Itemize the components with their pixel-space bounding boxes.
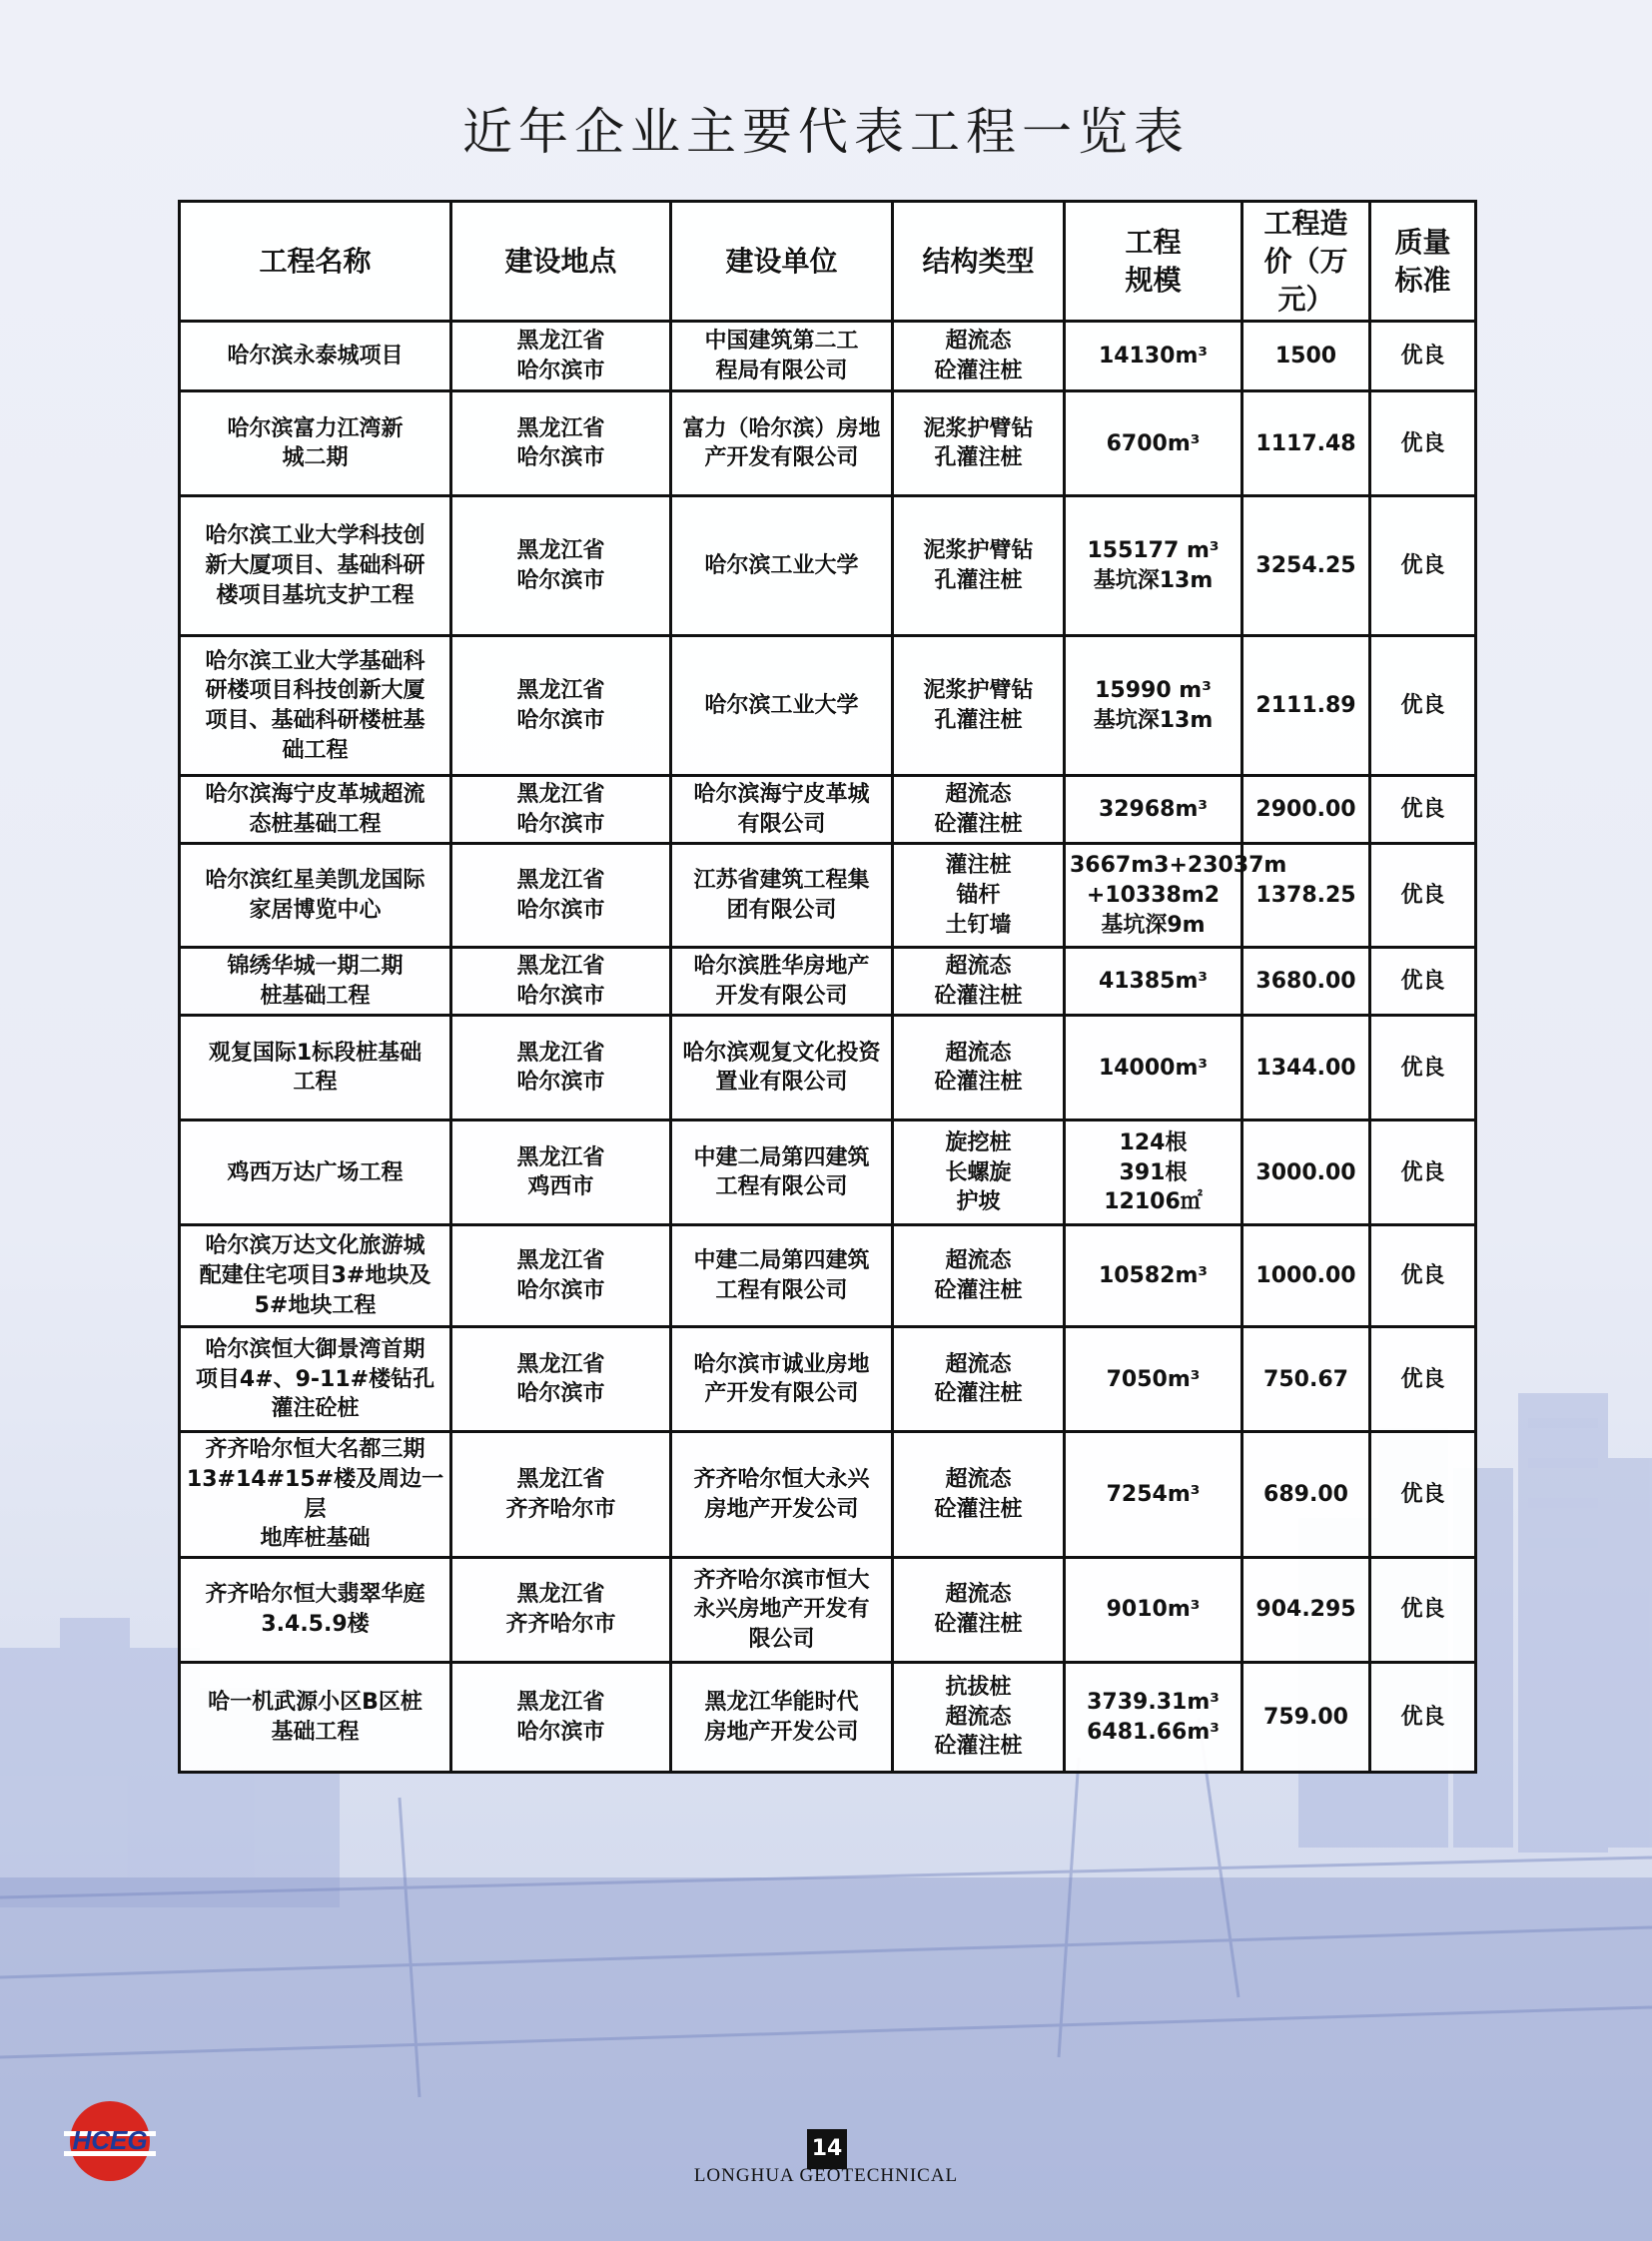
location-cell: 黑龙江省 哈尔滨市 (451, 1016, 671, 1120)
quality-cell: 优良 (1370, 496, 1476, 636)
location-cell: 黑龙江省 哈尔滨市 (451, 636, 671, 776)
page-number: 14 (807, 2129, 847, 2169)
quality-cell: 优良 (1370, 948, 1476, 1016)
structure-type-cell: 泥浆护臂钻 孔灌注桩 (893, 636, 1065, 776)
column-header: 工程名称 (180, 202, 451, 322)
client-cell: 齐齐哈尔恒大永兴 房地产开发公司 (671, 1432, 893, 1558)
structure-type-cell: 泥浆护臂钻 孔灌注桩 (893, 496, 1065, 636)
client-cell: 哈尔滨胜华房地产 开发有限公司 (671, 948, 893, 1016)
location-cell: 黑龙江省 齐齐哈尔市 (451, 1558, 671, 1663)
scale-cell: 6700m³ (1065, 391, 1242, 496)
scale-cell: 3739.31m³ 6481.66m³ (1065, 1663, 1242, 1773)
project-name-cell: 哈尔滨万达文化旅游城 配建住宅项目3#地块及 5#地块工程 (180, 1225, 451, 1327)
table-row (180, 1327, 1476, 1432)
column-header: 建设地点 (451, 202, 671, 322)
scale-cell: 10582m³ (1065, 1225, 1242, 1327)
cost-cell: 1000.00 (1242, 1225, 1370, 1327)
quality-cell: 优良 (1370, 1016, 1476, 1120)
quality-cell: 优良 (1370, 1558, 1476, 1663)
project-name-cell: 哈尔滨工业大学科技创 新大厦项目、基础科研 楼项目基坑支护工程 (180, 496, 451, 636)
cost-cell: 1117.48 (1242, 391, 1370, 496)
structure-type-cell: 超流态 砼灌注桩 (893, 1327, 1065, 1432)
quality-cell: 优良 (1370, 1225, 1476, 1327)
table-row (180, 1225, 1476, 1327)
cost-cell: 1344.00 (1242, 1016, 1370, 1120)
cost-cell: 1500 (1242, 322, 1370, 391)
scale-cell: 3667m3+23037m +10338m2 基坑深9m (1065, 844, 1242, 948)
client-cell: 江苏省建筑工程集 团有限公司 (671, 844, 893, 948)
footer-brand-text: LONGHUA GEOTECHNICAL (693, 2165, 959, 2186)
quality-cell: 优良 (1370, 1327, 1476, 1432)
cost-cell: 2111.89 (1242, 636, 1370, 776)
client-cell: 中建二局第四建筑 工程有限公司 (671, 1225, 893, 1327)
project-name-cell: 观复国际1标段桩基础 工程 (180, 1016, 451, 1120)
table-header-row (180, 202, 1476, 322)
project-name-cell: 齐齐哈尔恒大翡翠华庭 3.4.5.9楼 (180, 1558, 451, 1663)
quality-cell: 优良 (1370, 1663, 1476, 1773)
quality-cell: 优良 (1370, 776, 1476, 844)
logo-text: HCEG (72, 2125, 148, 2155)
table-row (180, 1016, 1476, 1120)
table-row (180, 1558, 1476, 1663)
table-row (180, 391, 1476, 496)
location-cell: 黑龙江省 哈尔滨市 (451, 776, 671, 844)
table-row (180, 1432, 1476, 1558)
scale-cell: 14130m³ (1065, 322, 1242, 391)
scale-cell: 15990 m³ 基坑深13m (1065, 636, 1242, 776)
quality-cell: 优良 (1370, 636, 1476, 776)
column-header: 质量 标准 (1370, 202, 1476, 322)
cost-cell: 3000.00 (1242, 1120, 1370, 1225)
table-row (180, 948, 1476, 1016)
client-cell: 中建二局第四建筑 工程有限公司 (671, 1120, 893, 1225)
client-cell: 黑龙江华能时代 房地产开发公司 (671, 1663, 893, 1773)
table-body (180, 322, 1476, 1773)
quality-cell: 优良 (1370, 1432, 1476, 1558)
table-row (180, 496, 1476, 636)
client-cell: 齐齐哈尔滨市恒大 永兴房地产开发有 限公司 (671, 1558, 893, 1663)
project-name-cell: 哈尔滨恒大御景湾首期 项目4#、9-11#楼钻孔 灌注砼桩 (180, 1327, 451, 1432)
scale-cell: 155177 m³ 基坑深13m (1065, 496, 1242, 636)
table-row (180, 636, 1476, 776)
column-header: 建设单位 (671, 202, 893, 322)
scale-cell: 9010m³ (1065, 1558, 1242, 1663)
structure-type-cell: 超流态 砼灌注桩 (893, 948, 1065, 1016)
location-cell: 黑龙江省 哈尔滨市 (451, 1225, 671, 1327)
client-cell: 哈尔滨海宁皮革城 有限公司 (671, 776, 893, 844)
structure-type-cell: 超流态 砼灌注桩 (893, 1225, 1065, 1327)
column-header: 结构类型 (893, 202, 1065, 322)
structure-type-cell: 超流态 砼灌注桩 (893, 1016, 1065, 1120)
structure-type-cell: 超流态 砼灌注桩 (893, 1558, 1065, 1663)
project-name-cell: 哈尔滨富力江湾新 城二期 (180, 391, 451, 496)
page-title: 近年企业主要代表工程一览表 (462, 103, 1190, 161)
project-name-cell: 哈尔滨永泰城项目 (180, 322, 451, 391)
location-cell: 黑龙江省 哈尔滨市 (451, 322, 671, 391)
table-row (180, 844, 1476, 948)
project-name-cell: 鸡西万达广场工程 (180, 1120, 451, 1225)
table-row (180, 1120, 1476, 1225)
structure-type-cell: 超流态 砼灌注桩 (893, 322, 1065, 391)
cost-cell: 759.00 (1242, 1663, 1370, 1773)
cost-cell: 750.67 (1242, 1327, 1370, 1432)
location-cell: 黑龙江省 鸡西市 (451, 1120, 671, 1225)
projects-table (178, 200, 1477, 1774)
cost-cell: 1378.25 (1242, 844, 1370, 948)
client-cell: 哈尔滨工业大学 (671, 496, 893, 636)
quality-cell: 优良 (1370, 844, 1476, 948)
scale-cell: 7254m³ (1065, 1432, 1242, 1558)
client-cell: 哈尔滨市诚业房地 产开发有限公司 (671, 1327, 893, 1432)
column-header: 工程造 价（万元） (1242, 202, 1370, 322)
cost-cell: 904.295 (1242, 1558, 1370, 1663)
column-header: 工程 规模 (1065, 202, 1242, 322)
location-cell: 黑龙江省 哈尔滨市 (451, 391, 671, 496)
table-header (180, 202, 1476, 322)
cost-cell: 3680.00 (1242, 948, 1370, 1016)
project-name-cell: 齐齐哈尔恒大名都三期 13#14#15#楼及周边一层 地库桩基础 (180, 1432, 451, 1558)
client-cell: 中国建筑第二工 程局有限公司 (671, 322, 893, 391)
table-row (180, 776, 1476, 844)
location-cell: 黑龙江省 哈尔滨市 (451, 496, 671, 636)
cost-cell: 689.00 (1242, 1432, 1370, 1558)
project-name-cell: 哈尔滨海宁皮革城超流 态桩基础工程 (180, 776, 451, 844)
project-name-cell: 哈一机武源小区B区桩 基础工程 (180, 1663, 451, 1773)
client-cell: 富力（哈尔滨）房地 产开发有限公司 (671, 391, 893, 496)
structure-type-cell: 超流态 砼灌注桩 (893, 1432, 1065, 1558)
cost-cell: 2900.00 (1242, 776, 1370, 844)
location-cell: 黑龙江省 哈尔滨市 (451, 948, 671, 1016)
cost-cell: 3254.25 (1242, 496, 1370, 636)
location-cell: 黑龙江省 哈尔滨市 (451, 844, 671, 948)
location-cell: 黑龙江省 哈尔滨市 (451, 1327, 671, 1432)
structure-type-cell: 泥浆护臂钻 孔灌注桩 (893, 391, 1065, 496)
scale-cell: 7050m³ (1065, 1327, 1242, 1432)
client-cell: 哈尔滨观复文化投资 置业有限公司 (671, 1016, 893, 1120)
quality-cell: 优良 (1370, 1120, 1476, 1225)
location-cell: 黑龙江省 哈尔滨市 (451, 1663, 671, 1773)
quality-cell: 优良 (1370, 391, 1476, 496)
client-cell: 哈尔滨工业大学 (671, 636, 893, 776)
scale-cell: 124根 391根 12106㎡ (1065, 1120, 1242, 1225)
location-cell: 黑龙江省 齐齐哈尔市 (451, 1432, 671, 1558)
quality-cell: 优良 (1370, 322, 1476, 391)
structure-type-cell: 超流态 砼灌注桩 (893, 776, 1065, 844)
structure-type-cell: 抗拔桩 超流态 砼灌注桩 (893, 1663, 1065, 1773)
project-name-cell: 哈尔滨红星美凯龙国际 家居博览中心 (180, 844, 451, 948)
scale-cell: 14000m³ (1065, 1016, 1242, 1120)
project-name-cell: 哈尔滨工业大学基础科 研楼项目科技创新大厦 项目、基础科研楼桩基 础工程 (180, 636, 451, 776)
scale-cell: 41385m³ (1065, 948, 1242, 1016)
structure-type-cell: 灌注桩 锚杆 土钉墙 (893, 844, 1065, 948)
project-name-cell: 锦绣华城一期二期 桩基础工程 (180, 948, 451, 1016)
table-row (180, 1663, 1476, 1773)
table-row (180, 322, 1476, 391)
scale-cell: 32968m³ (1065, 776, 1242, 844)
structure-type-cell: 旋挖桩 长螺旋 护坡 (893, 1120, 1065, 1225)
